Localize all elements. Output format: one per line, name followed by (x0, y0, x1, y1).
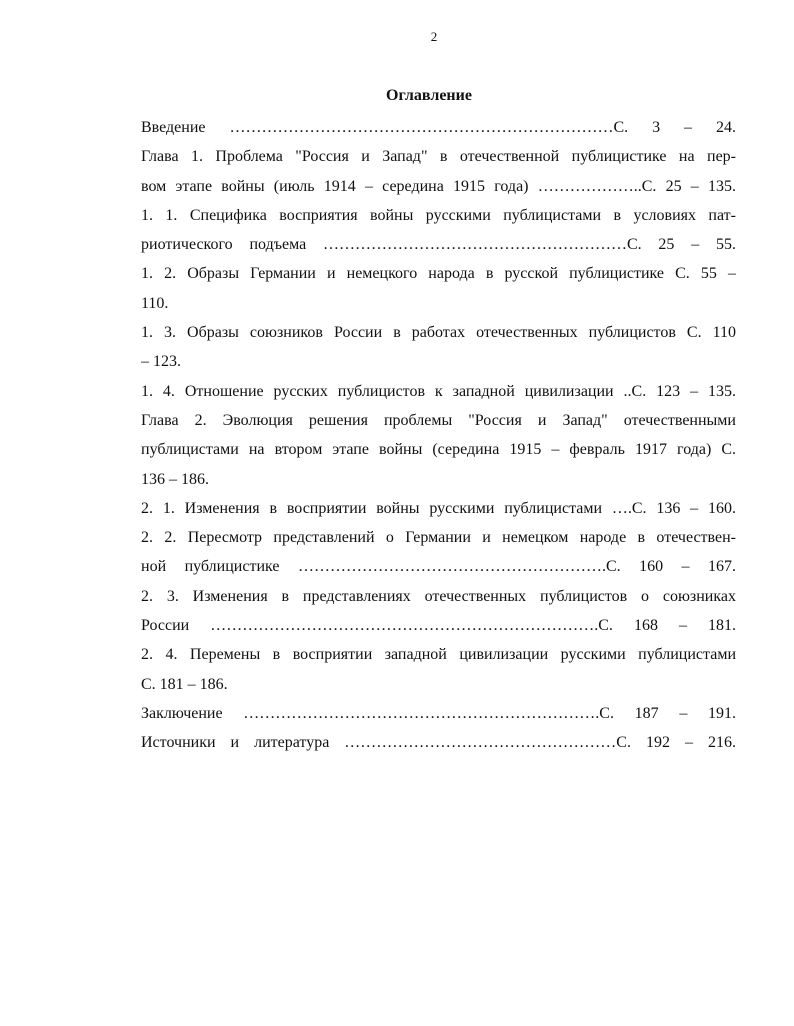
page-number: 2 (430, 29, 438, 44)
toc-line-section-1-3: 1. 3. Образы союзников России в работах отечественных публицистов С. 110 (141, 324, 736, 342)
toc-line-section-2-3: 2. 3. Изменения в представлениях отечественных публицистов о союзниках (141, 587, 736, 605)
toc-line-section-1-4: 1. 4. Отношение русских публицистов к западной цивилизации ..С. 123 – 135. (141, 382, 736, 400)
toc-line-section-2-3-cont: России ……………………………………………………………….С. 168 – 181. (141, 617, 736, 635)
toc-line-chapter-2-pages: 136 – 186. (141, 470, 209, 488)
toc-line-chapter-1-cont: вом этапе войны (июль 1914 – середина 1915 года) ………………..С. 25 – 135. (141, 177, 736, 195)
toc-title: Оглавление (386, 87, 472, 104)
toc-line-section-1-2: 1. 2. Образы Германии и немецкого народа в русской публицистике С. 55 – (141, 265, 736, 283)
toc-line-section-2-2-cont: ной публицистике ………………………………………………….С. 160 – 167. (141, 558, 736, 576)
toc-line-section-2-4-cont: С. 181 – 186. (141, 675, 228, 693)
toc-line-chapter-2-cont: публицистами на втором этапе войны (середина 1915 – февраль 1917 года) С. (141, 441, 736, 459)
table-of-contents (141, 113, 736, 758)
toc-line-conclusion: Заключение ………………………………………………………….С. 187 – 191. (141, 704, 736, 722)
toc-line-chapter-2: Глава 2. Эволюция решения проблемы "Россия и Запад" отечественными (141, 411, 736, 429)
toc-line-section-1-1-cont: риотического подъема …………………………………………………С. 25 – 55. (141, 236, 736, 254)
toc-line-section-1-1: 1. 1. Специфика восприятия войны русскими публицистами в условиях пат- (141, 206, 736, 224)
toc-line-introduction: Введение ………………………………………………………………С. 3 – 24. (141, 119, 736, 136)
toc-line-section-2-4: 2. 4. Перемены в восприятии западной цивилизации русскими публицистами (141, 646, 736, 664)
toc-line-chapter-1: Глава 1. Проблема "Россия и Запад" в отечественной публицистике на пер- (141, 148, 736, 166)
toc-line-sources: Источники и литература ……………………………………………С. 192 – 216. (141, 734, 736, 752)
toc-line-section-1-3-cont: – 123. (141, 353, 181, 371)
toc-line-section-2-1: 2. 1. Изменения в восприятии войны русскими публицистами ….С. 136 – 160. (141, 499, 736, 517)
toc-line-section-1-2-cont: 110. (141, 294, 169, 312)
toc-line-section-2-2: 2. 2. Пересмотр представлений о Германии и немецком народе в отечествен- (141, 529, 736, 547)
